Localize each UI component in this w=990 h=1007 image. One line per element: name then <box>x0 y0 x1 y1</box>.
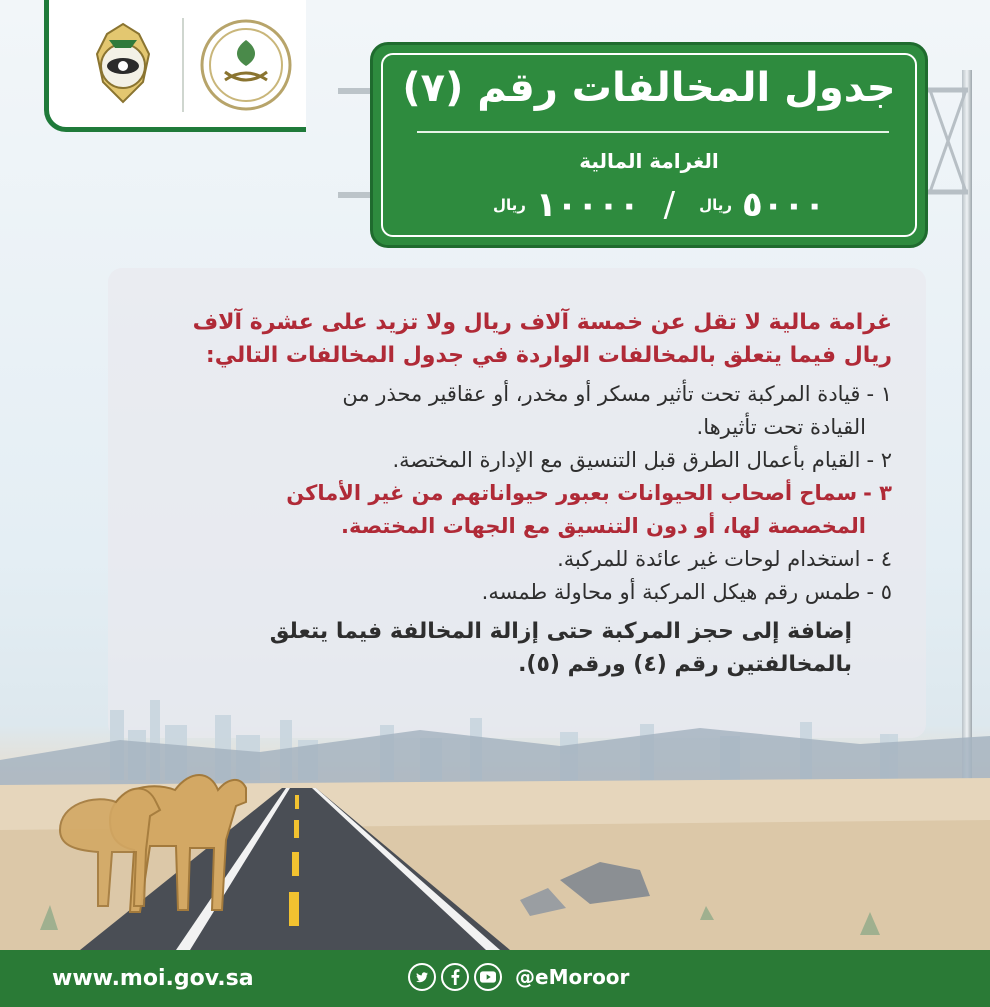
traffic-department-logo <box>79 20 167 108</box>
violation-item-highlighted: ٣ -سماح أصحاب الحيوانات بعبور حيواناتهم من غير الأماكن <box>286 481 892 505</box>
facebook-icon[interactable] <box>441 963 469 991</box>
fine-sign <box>370 42 928 248</box>
note-line: إضافة إلى حجز المركبة حتى إزالة المخالفة فيما يتعلق <box>269 619 852 644</box>
social-handle: @eMoroor <box>515 965 630 989</box>
sign-truss <box>928 86 968 196</box>
youtube-icon[interactable] <box>474 963 502 991</box>
footer-bar <box>0 950 990 1007</box>
violation-item: ١ -قيادة المركبة تحت تأثير مسكر أو مخدر، أو عقاقير محذر من <box>342 382 892 406</box>
fine-max-amount: ١٠٠٠٠ <box>535 185 640 225</box>
violation-item-continued: المخصصة لها، أو دون التنسيق مع الجهات المختصة. <box>341 514 866 538</box>
sign-title: جدول المخالفات رقم (٧) <box>402 65 896 111</box>
violation-item: ٤ -استخدام لوحات غير عائدة للمركبة. <box>557 547 892 571</box>
intro-line: غرامة مالية لا تقل عن خمسة آلاف ريال ولا تزيد على عشرة آلاف <box>192 310 892 335</box>
violation-item: ٥ -طمس رقم هيكل المركبة أو محاولة طمسه. <box>481 580 892 604</box>
intro-line: ريال فيما يتعلق بالمخالفات الواردة في جدول المخالفات التالي: <box>205 343 892 368</box>
fine-amount-range <box>433 179 885 231</box>
currency-label: ريال <box>699 196 733 214</box>
note-line: بالمخالفتين رقم (٤) ورقم (٥). <box>518 652 852 677</box>
desert-road-scenery <box>0 680 990 950</box>
sign-subtitle: الغرامة المالية <box>579 149 719 173</box>
sign-divider <box>417 131 889 133</box>
fine-min-amount: ٥٠٠٠ <box>742 185 826 225</box>
violation-item-continued: القيادة تحت تأثيرها. <box>696 415 866 439</box>
twitter-icon[interactable] <box>408 963 436 991</box>
ministry-emblem-logo <box>199 18 293 112</box>
logo-divider <box>182 18 184 112</box>
amount-separator: / <box>663 185 676 225</box>
website-link[interactable]: www.moi.gov.sa <box>52 966 254 991</box>
currency-label: ريال <box>492 196 526 214</box>
violations-text <box>140 306 892 681</box>
logo-panel <box>44 0 306 132</box>
violation-item: ٢ -القيام بأعمال الطرق قبل التنسيق مع الإدارة المختصة. <box>392 448 892 472</box>
social-links <box>408 963 629 991</box>
